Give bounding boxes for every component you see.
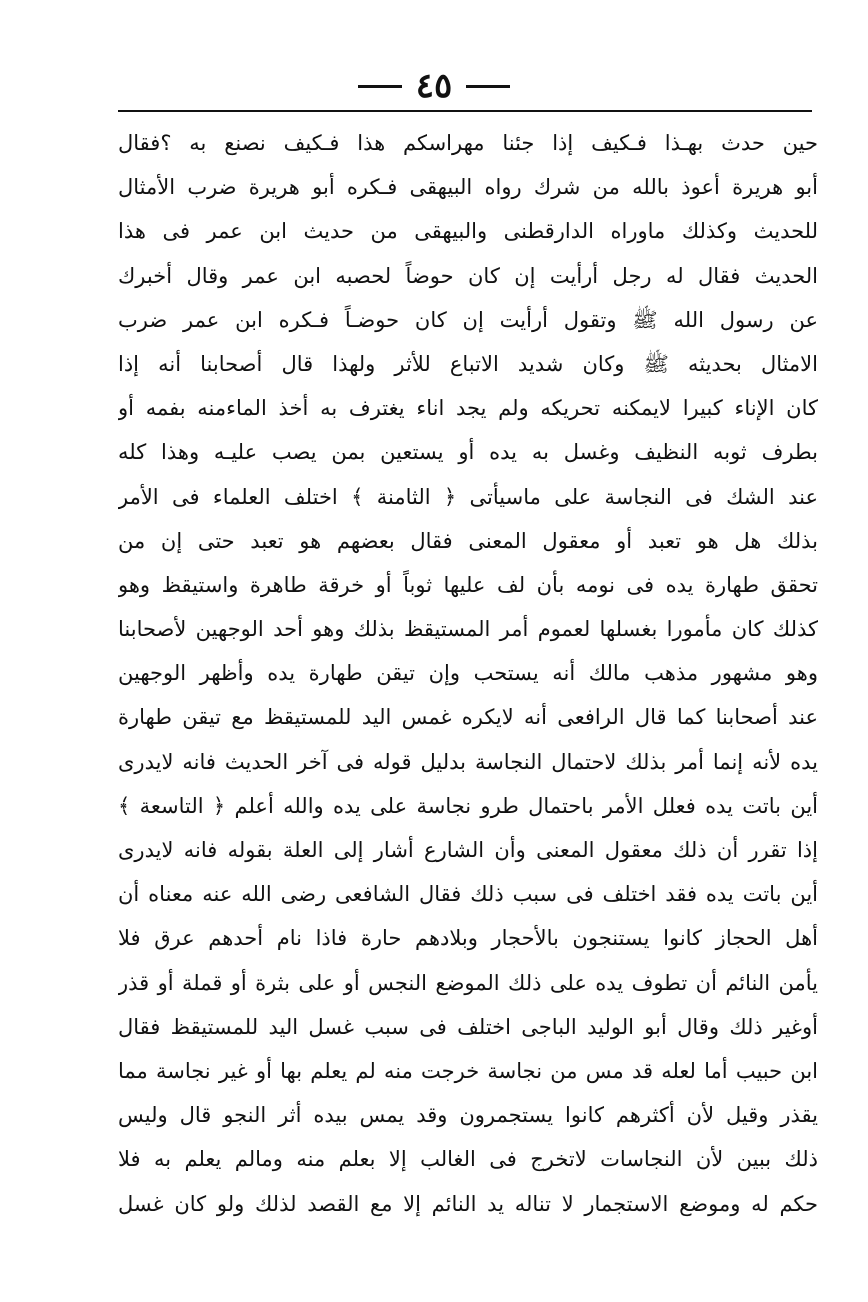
text-line: الامثال بحديثه ﷺ وكان شديد الاتباع للأثر ولهذا قال أصحابنا أنه إذا xyxy=(118,351,818,376)
page-number: ٤٥ xyxy=(415,66,453,106)
text-line: عن رسول الله ﷺ وتقول أرأيت إن كان حوضـاً فـكره ابن عمر ضرب xyxy=(118,307,818,332)
header-rule xyxy=(118,110,812,112)
body-text xyxy=(118,121,818,1226)
text-line: عند أصحابنا كما قال الرافعى أنه لايكره غمس اليد للمستيقظ مع تيقن طهارة xyxy=(118,705,818,730)
text-line: بطرف ثوبه النظيف وغسل به يده أو يستعين بمن يصب عليـه وهذا كله xyxy=(118,440,818,465)
header-dash-left xyxy=(358,85,402,88)
header-dash-right xyxy=(466,85,510,88)
text-line: يده لأنه إنما أمر بذلك لاحتمال النجاسة بدليل قوله فى آخر الحديث فانه لايدرى xyxy=(118,749,818,774)
text-line: إذا تقرر أن ذلك معقول المعنى وأن الشارع أشار إلى العلة بقوله فانه لايدرى xyxy=(118,838,818,862)
text-line: وهو مشهور مذهب مالك أنه يستحب وإن تيقن طهارة يده وأظهر الوجهين xyxy=(118,661,818,686)
text-line: يقذر وقيل لأن أكثرهم كانوا يستجمرون وقد يمس بيده أثر النجو قال وليس xyxy=(118,1103,818,1128)
text-line: أوغير ذلك وقال أبو الوليد الباجى اختلف فى سبب غسل اليد للمستيقظ فقال xyxy=(118,1014,818,1039)
text-line: حين حدث بهـذا فـكيف إذا جئنا مهراسكم هذا فـكيف نصنع به ؟فقال xyxy=(118,131,818,155)
text-line: أين باتت يده فقد اختلف فى سبب ذلك فقال الشافعى رضى الله عنه معناه أن xyxy=(118,882,818,907)
text-line: عند الشك فى النجاسة على ماسيأتى ﴿ الثامنة ﴾ اختلف العلماء فى الأمر xyxy=(118,484,818,509)
text-line: يأمن النائم أن تطوف يده على ذلك الموضع النجس أو على بثرة أو قملة أو قذر xyxy=(118,970,818,995)
text-line: ذلك ببين لأن النجاسات لاتخرج فى الغالب إلا بعلم منه ومالم يعلم به فلا xyxy=(118,1147,818,1172)
text-line: تحقق طهارة يده فى نومه بأن لف عليها ثوباً أو خرقة طاهرة واستيقظ وهو xyxy=(118,572,818,597)
text-line: أبو هريرة أعوذ بالله من شرك رواه البيهقى فـكره أبو هريرة ضرب الأمثال xyxy=(118,175,818,200)
text-line: كذلك كان مأمورا بغسلها لعموم أمر المستيقظ بذلك وهو أحد الوجهين لأصحابنا xyxy=(118,617,818,642)
text-line: أين باتت يده فعلل الأمر باحتمال طرو نجاسة على يده والله أعلم ﴿ التاسعة ﴾ xyxy=(118,793,818,818)
page-header xyxy=(0,66,868,106)
text-line: حكم له وموضع الاستجمار لا تناله يد النائم إلا مع القصد لذلك ولو كان غسل xyxy=(118,1191,818,1216)
text-line: بذلك هل هو تعبد أو معقول المعنى فقال بعضهم هو تعبد حتى إن من xyxy=(118,528,818,553)
text-line: كان الإناء كبيرا لايمكنه تحريكه ولم يجد اناء يغترف به أخذ الماءمنه بفمه أو xyxy=(118,396,818,421)
text-line: أهل الحجاز كانوا يستنجون بالأحجار وبلادهم حارة فاذا نام أحدهم عرق فلا xyxy=(118,926,818,951)
text-line: للحديث وكذلك ماوراه الدارقطنى والبيهقى من حديث ابن عمر فى هذا xyxy=(118,219,818,244)
text-line: الحديث فقال له رجل أرأيت إن كان حوضاً لحصبه ابن عمر وقال أخبرك xyxy=(118,263,818,288)
text-line: ابن حبيب أما لعله قد مس من نجاسة خرجت منه لم يعلم بها أو غير نجاسة مما xyxy=(118,1058,818,1083)
